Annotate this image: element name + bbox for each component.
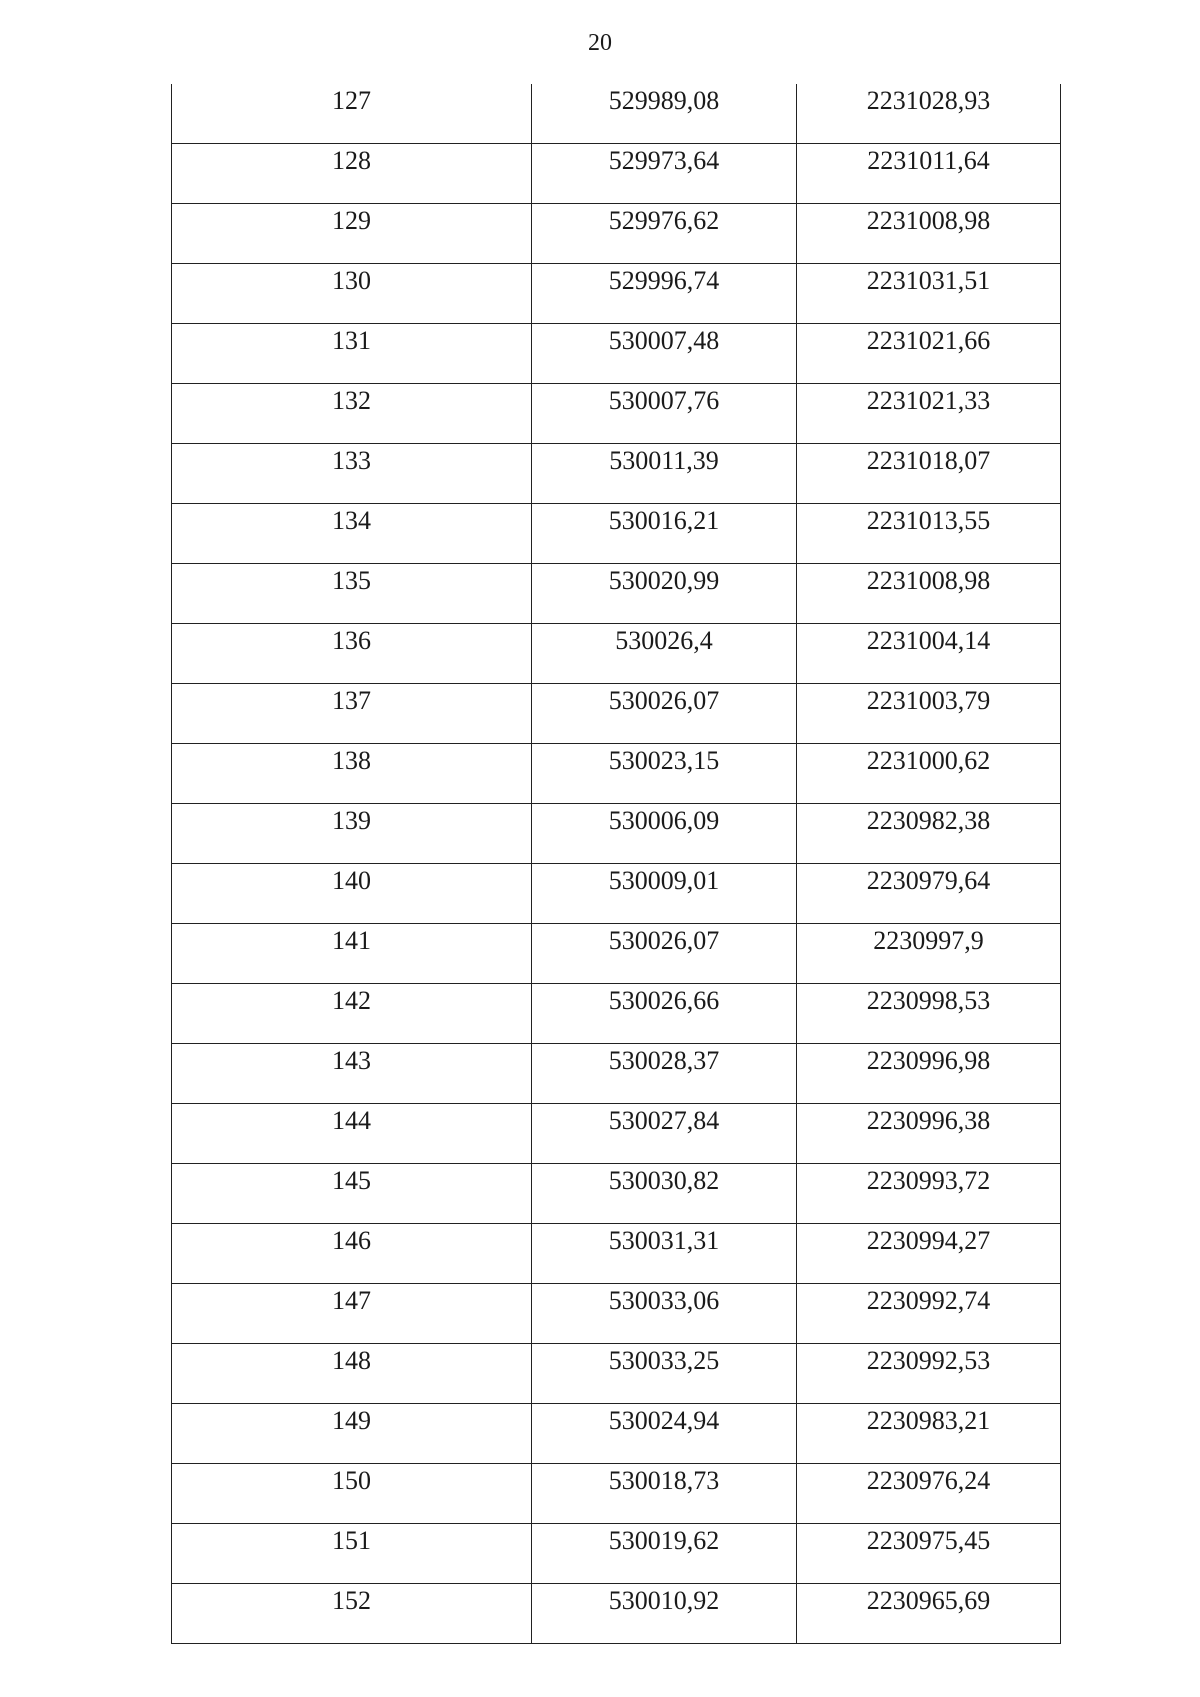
cell-value: 135: [332, 566, 371, 595]
point-number-cell: [172, 564, 532, 624]
x-coordinate-cell: [532, 1584, 797, 1644]
cell-value: 147: [332, 1286, 371, 1315]
y-coordinate-cell: [797, 744, 1061, 804]
table-row: [172, 564, 1061, 624]
x-coordinate-cell: [532, 384, 797, 444]
y-coordinate-cell: [797, 1164, 1061, 1224]
table-row: [172, 684, 1061, 744]
x-coordinate-cell: [532, 624, 797, 684]
cell-value: 146: [332, 1226, 371, 1255]
x-coordinate-cell: [532, 84, 797, 144]
cell-value: 148: [332, 1346, 371, 1375]
table-row: [172, 1404, 1061, 1464]
table-row: [172, 84, 1061, 144]
cell-value: 152: [332, 1586, 371, 1615]
table-row: [172, 864, 1061, 924]
cell-value: 530016,21: [608, 506, 720, 535]
cell-value: 530026,07: [608, 926, 720, 955]
cell-value: 136: [332, 626, 371, 655]
table-row: [172, 444, 1061, 504]
cell-value: 2231018,07: [866, 446, 991, 475]
point-number-cell: [172, 1224, 532, 1284]
point-number-cell: [172, 1044, 532, 1104]
cell-value: 2231008,98: [866, 566, 991, 595]
y-coordinate-cell: [797, 804, 1061, 864]
point-number-cell: [172, 504, 532, 564]
cell-value: 2230965,69: [866, 1586, 991, 1615]
point-number-cell: [172, 744, 532, 804]
x-coordinate-cell: [532, 864, 797, 924]
y-coordinate-cell: [797, 324, 1061, 384]
cell-value: 530019,62: [608, 1526, 720, 1555]
cell-value: 530007,48: [608, 326, 720, 355]
cell-value: 151: [332, 1526, 371, 1555]
y-coordinate-cell: [797, 144, 1061, 204]
cell-value: 530030,82: [608, 1166, 720, 1195]
cell-value: 530011,39: [609, 446, 719, 475]
x-coordinate-cell: [532, 1284, 797, 1344]
point-number-cell: [172, 444, 532, 504]
cell-value: 2230975,45: [866, 1526, 991, 1555]
table-row: [172, 1104, 1061, 1164]
point-number-cell: [172, 624, 532, 684]
cell-value: 2231031,51: [866, 266, 991, 295]
x-coordinate-cell: [532, 1224, 797, 1284]
table-row: [172, 144, 1061, 204]
x-coordinate-cell: [532, 684, 797, 744]
cell-value: 530026,66: [608, 986, 720, 1015]
cell-value: 137: [332, 686, 371, 715]
point-number-cell: [172, 864, 532, 924]
cell-value: 529976,62: [608, 206, 720, 235]
cell-value: 2231021,66: [866, 326, 991, 355]
y-coordinate-cell: [797, 1524, 1061, 1584]
cell-value: 2230996,98: [866, 1046, 991, 1075]
cell-value: 530028,37: [608, 1046, 720, 1075]
point-number-cell: [172, 684, 532, 744]
cell-value: 128: [332, 146, 371, 175]
cell-value: 530033,25: [608, 1346, 720, 1375]
cell-value: 530023,15: [608, 746, 720, 775]
cell-value: 127: [332, 86, 371, 115]
coordinates-table: [171, 84, 1061, 1644]
cell-value: 2230996,38: [866, 1106, 991, 1135]
x-coordinate-cell: [532, 1464, 797, 1524]
cell-value: 529973,64: [608, 146, 720, 175]
cell-value: 2230993,72: [866, 1166, 991, 1195]
table-row: [172, 1524, 1061, 1584]
table-row: [172, 1284, 1061, 1344]
cell-value: 2230979,64: [866, 866, 991, 895]
cell-value: 2230997,9: [873, 926, 984, 955]
cell-value: 132: [332, 386, 371, 415]
cell-value: 2231013,55: [866, 506, 991, 535]
y-coordinate-cell: [797, 984, 1061, 1044]
x-coordinate-cell: [532, 1404, 797, 1464]
cell-value: 2230982,38: [866, 806, 991, 835]
table-row: [172, 324, 1061, 384]
table-row: [172, 924, 1061, 984]
cell-value: 2230983,21: [866, 1406, 991, 1435]
cell-value: 139: [332, 806, 371, 835]
table-row: [172, 504, 1061, 564]
point-number-cell: [172, 264, 532, 324]
cell-value: 2230992,74: [866, 1286, 991, 1315]
x-coordinate-cell: [532, 264, 797, 324]
y-coordinate-cell: [797, 1584, 1061, 1644]
cell-value: 138: [332, 746, 371, 775]
cell-value: 2231003,79: [866, 686, 991, 715]
point-number-cell: [172, 924, 532, 984]
cell-value: 2231011,64: [867, 146, 990, 175]
y-coordinate-cell: [797, 1104, 1061, 1164]
cell-value: 530033,06: [608, 1286, 720, 1315]
point-number-cell: [172, 84, 532, 144]
y-coordinate-cell: [797, 684, 1061, 744]
cell-value: 2231000,62: [866, 746, 991, 775]
x-coordinate-cell: [532, 1164, 797, 1224]
x-coordinate-cell: [532, 1104, 797, 1164]
y-coordinate-cell: [797, 924, 1061, 984]
point-number-cell: [172, 384, 532, 444]
table-row: [172, 624, 1061, 684]
cell-value: 130: [332, 266, 371, 295]
y-coordinate-cell: [797, 444, 1061, 504]
y-coordinate-cell: [797, 1284, 1061, 1344]
cell-value: 145: [332, 1166, 371, 1195]
cell-value: 530024,94: [608, 1406, 720, 1435]
cell-value: 141: [332, 926, 371, 955]
cell-value: 530020,99: [608, 566, 720, 595]
y-coordinate-cell: [797, 204, 1061, 264]
cell-value: 144: [332, 1106, 371, 1135]
coordinates-table-body: [172, 84, 1061, 1644]
y-coordinate-cell: [797, 1404, 1061, 1464]
point-number-cell: [172, 1404, 532, 1464]
cell-value: 140: [332, 866, 371, 895]
point-number-cell: [172, 1464, 532, 1524]
table-row: [172, 1044, 1061, 1104]
cell-value: 530010,92: [608, 1586, 720, 1615]
y-coordinate-cell: [797, 264, 1061, 324]
point-number-cell: [172, 1104, 532, 1164]
y-coordinate-cell: [797, 1044, 1061, 1104]
y-coordinate-cell: [797, 624, 1061, 684]
point-number-cell: [172, 204, 532, 264]
cell-value: 133: [332, 446, 371, 475]
x-coordinate-cell: [532, 804, 797, 864]
cell-value: 142: [332, 986, 371, 1015]
x-coordinate-cell: [532, 1044, 797, 1104]
cell-value: 129: [332, 206, 371, 235]
point-number-cell: [172, 144, 532, 204]
x-coordinate-cell: [532, 144, 797, 204]
y-coordinate-cell: [797, 1224, 1061, 1284]
table-row: [172, 1224, 1061, 1284]
point-number-cell: [172, 1584, 532, 1644]
point-number-cell: [172, 804, 532, 864]
x-coordinate-cell: [532, 324, 797, 384]
x-coordinate-cell: [532, 924, 797, 984]
table-row: [172, 804, 1061, 864]
cell-value: 2230976,24: [866, 1466, 991, 1495]
table-row: [172, 1344, 1061, 1404]
cell-value: 530027,84: [608, 1106, 720, 1135]
cell-value: 530009,01: [608, 866, 720, 895]
table-row: [172, 204, 1061, 264]
cell-value: 2231021,33: [866, 386, 991, 415]
cell-value: 530026,07: [608, 686, 720, 715]
cell-value: 143: [332, 1046, 371, 1075]
cell-value: 134: [332, 506, 371, 535]
point-number-cell: [172, 984, 532, 1044]
y-coordinate-cell: [797, 1464, 1061, 1524]
y-coordinate-cell: [797, 504, 1061, 564]
point-number-cell: [172, 1344, 532, 1404]
point-number-cell: [172, 324, 532, 384]
cell-value: 2231028,93: [866, 86, 991, 115]
y-coordinate-cell: [797, 1344, 1061, 1404]
y-coordinate-cell: [797, 384, 1061, 444]
table-row: [172, 1584, 1061, 1644]
table-row: [172, 384, 1061, 444]
cell-value: 530031,31: [608, 1226, 720, 1255]
cell-value: 2230998,53: [866, 986, 991, 1015]
x-coordinate-cell: [532, 504, 797, 564]
cell-value: 530006,09: [608, 806, 720, 835]
table-row: [172, 264, 1061, 324]
x-coordinate-cell: [532, 444, 797, 504]
point-number-cell: [172, 1284, 532, 1344]
cell-value: 530018,73: [608, 1466, 720, 1495]
table-row: [172, 984, 1061, 1044]
cell-value: 2231004,14: [866, 626, 991, 655]
cell-value: 150: [332, 1466, 371, 1495]
table-row: [172, 744, 1061, 804]
x-coordinate-cell: [532, 204, 797, 264]
cell-value: 2230994,27: [866, 1226, 991, 1255]
x-coordinate-cell: [532, 1344, 797, 1404]
y-coordinate-cell: [797, 864, 1061, 924]
cell-value: 529996,74: [608, 266, 720, 295]
y-coordinate-cell: [797, 564, 1061, 624]
point-number-cell: [172, 1164, 532, 1224]
x-coordinate-cell: [532, 744, 797, 804]
page-number: 20: [588, 30, 612, 56]
table-row: [172, 1164, 1061, 1224]
x-coordinate-cell: [532, 1524, 797, 1584]
cell-value: 530007,76: [608, 386, 720, 415]
x-coordinate-cell: [532, 564, 797, 624]
cell-value: 149: [332, 1406, 371, 1435]
cell-value: 530026,4: [615, 626, 713, 655]
point-number-cell: [172, 1524, 532, 1584]
table-row: [172, 1464, 1061, 1524]
y-coordinate-cell: [797, 84, 1061, 144]
x-coordinate-cell: [532, 984, 797, 1044]
cell-value: 2231008,98: [866, 206, 991, 235]
cell-value: 131: [332, 326, 371, 355]
cell-value: 2230992,53: [866, 1346, 991, 1375]
cell-value: 529989,08: [608, 86, 720, 115]
